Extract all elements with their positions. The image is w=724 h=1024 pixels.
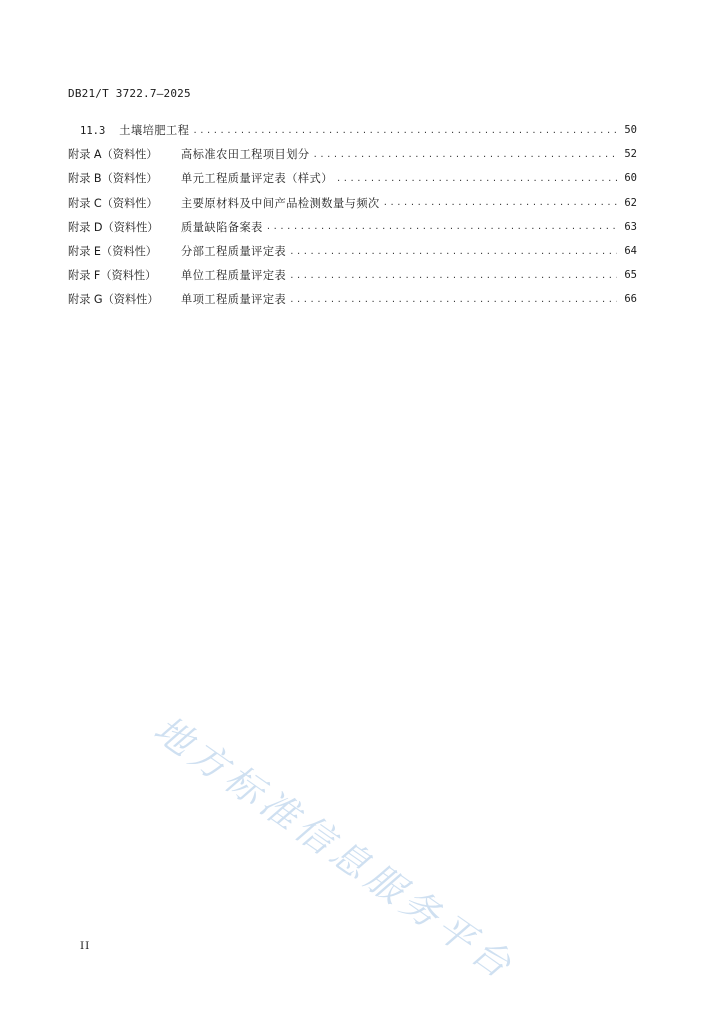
toc-entry-appendix-c[interactable] <box>68 191 637 215</box>
table-of-contents <box>68 118 637 312</box>
toc-entry-prefix: 附录 E（资料性） <box>68 245 157 259</box>
toc-entry-appendix-f[interactable] <box>68 263 637 287</box>
toc-entry-title: 单元工程质量评定表（样式） <box>181 172 333 186</box>
toc-entry-appendix-g[interactable] <box>68 287 637 311</box>
toc-entry-title: 高标准农田工程项目划分 <box>181 148 310 162</box>
toc-entry-title: 主要原材料及中间产品检测数量与频次 <box>181 196 380 210</box>
toc-entry-prefix: 附录 C（资料性） <box>68 196 158 210</box>
toc-entry-prefix: 附录 F（资料性） <box>68 269 157 283</box>
toc-entry-11-3[interactable] <box>68 118 637 142</box>
document-code: DB21/T 3722.7—2025 <box>68 87 191 100</box>
toc-leader-dots <box>290 246 617 257</box>
toc-entry-prefix: 附录 B（资料性） <box>68 172 158 186</box>
toc-entry-prefix: 附录 A（资料性） <box>68 148 158 162</box>
toc-leader-dots <box>384 197 617 208</box>
toc-entry-page: 64 <box>624 245 637 258</box>
toc-entry-page: 52 <box>624 148 637 161</box>
toc-entry-page: 66 <box>624 293 637 306</box>
toc-entry-title: 单项工程质量评定表 <box>181 293 287 307</box>
toc-entry-appendix-a[interactable] <box>68 142 637 166</box>
toc-entry-number: 11.3 <box>80 124 106 137</box>
toc-entry-appendix-b[interactable] <box>68 166 637 190</box>
toc-entry-title: 质量缺陷备案表 <box>181 220 263 234</box>
toc-entry-page: 63 <box>624 220 637 233</box>
toc-leader-dots <box>193 125 617 136</box>
toc-entry-prefix: 附录 D（资料性） <box>68 220 159 234</box>
watermark: 地方标准信息服务平台 <box>146 707 524 990</box>
toc-leader-dots <box>290 294 617 305</box>
toc-entry-page: 65 <box>624 269 637 282</box>
toc-leader-dots <box>337 173 617 184</box>
toc-entry-page: 62 <box>624 196 637 209</box>
toc-entry-appendix-e[interactable] <box>68 239 637 263</box>
toc-leader-dots <box>290 270 617 281</box>
toc-entry-title: 单位工程质量评定表 <box>181 269 287 283</box>
toc-entry-title: 土壤培肥工程 <box>119 124 190 138</box>
toc-entry-page: 60 <box>624 172 637 185</box>
toc-entry-appendix-d[interactable] <box>68 215 637 239</box>
toc-entry-title: 分部工程质量评定表 <box>181 245 287 259</box>
page-number: II <box>80 940 91 952</box>
toc-entry-prefix: 附录 G（资料性） <box>68 293 159 307</box>
toc-leader-dots <box>267 221 617 232</box>
toc-entry-page: 50 <box>624 124 637 137</box>
toc-leader-dots <box>314 149 617 160</box>
